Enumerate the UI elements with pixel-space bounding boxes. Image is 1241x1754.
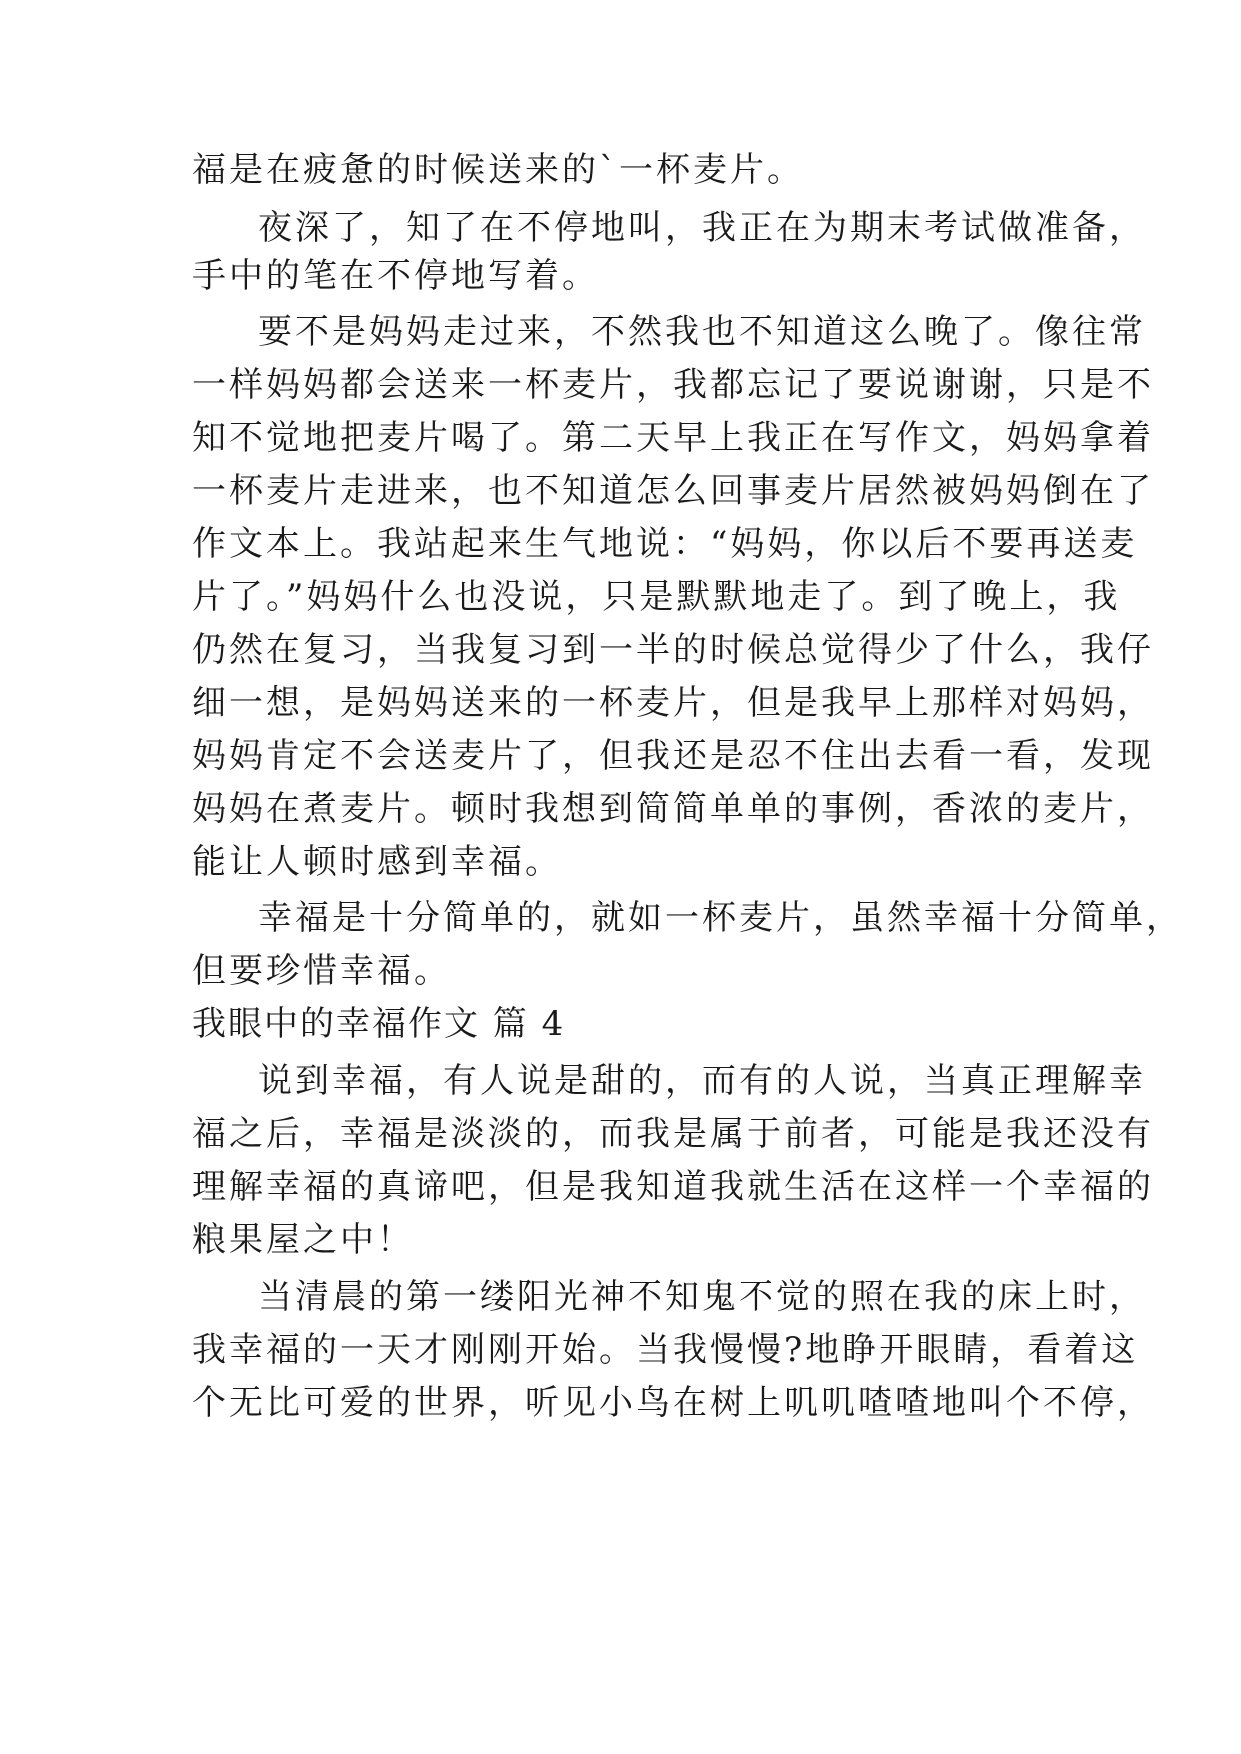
text-line: 但要珍惜幸福。 — [192, 951, 451, 991]
text-line: 一样妈妈都会送来一杯麦片，我都忘记了要说谢谢，只是不 — [192, 365, 1154, 405]
text-line: 片了。”妈妈什么也没说，只是默默地走了。到了晚上，我 — [192, 577, 1121, 617]
section-heading: 我眼中的幸福作文 篇 4 — [192, 1004, 566, 1044]
text-line: 一杯麦片走进来，也不知道怎么回事麦片居然被妈妈倒在了 — [192, 471, 1154, 511]
paragraph-first-line: 要不是妈妈走过来，不然我也不知道这么晚了。像往常 — [258, 312, 1146, 352]
text-line: 手中的笔在不停地写着。 — [192, 256, 599, 296]
text-line: 能让人顿时感到幸福。 — [192, 842, 562, 882]
text-line: 妈妈肯定不会送麦片了，但我还是忍不住出去看一看，发现 — [192, 736, 1154, 776]
text-line: 妈妈在煮麦片。顿时我想到简简单单的事例，香浓的麦片， — [192, 789, 1154, 829]
text-line: 知不觉地把麦片喝了。第二天早上我正在写作文，妈妈拿着 — [192, 418, 1154, 458]
text-line: 个无比可爱的世界，听见小鸟在树上叽叽喳喳地叫个不停， — [192, 1383, 1154, 1423]
text-line: 粮果屋之中！ — [192, 1220, 414, 1260]
text-line: 福之后，幸福是淡淡的，而我是属于前者，可能是我还没有 — [192, 1114, 1154, 1154]
text-line: 作文本上。我站起来生气地说：“妈妈，你以后不要再送麦 — [192, 524, 1138, 564]
paragraph-first-line: 当清晨的第一缕阳光神不知鬼不觉的照在我的床上时， — [258, 1277, 1146, 1317]
text-line: 我幸福的一天才刚刚开始。当我慢慢?地睁开眼睛，看着这 — [192, 1330, 1139, 1370]
paragraph-first-line: 说到幸福，有人说是甜的，而有的人说，当真正理解幸 — [258, 1061, 1146, 1101]
text-line: 仍然在复习，当我复习到一半的时候总觉得少了什么，我仔 — [192, 630, 1154, 670]
paragraph-first-line: 幸福是十分简单的，就如一杯麦片，虽然幸福十分简单， — [258, 898, 1183, 938]
paragraph-first-line: 夜深了，知了在不停地叫，我正在为期末考试做准备， — [258, 208, 1146, 248]
text-line: 理解幸福的真谛吧，但是我知道我就生活在这样一个幸福的 — [192, 1167, 1154, 1207]
text-line: 福是在疲惫的时候送来的`一杯麦片。 — [192, 150, 804, 190]
text-line: 细一想，是妈妈送来的一杯麦片，但是我早上那样对妈妈， — [192, 683, 1154, 723]
